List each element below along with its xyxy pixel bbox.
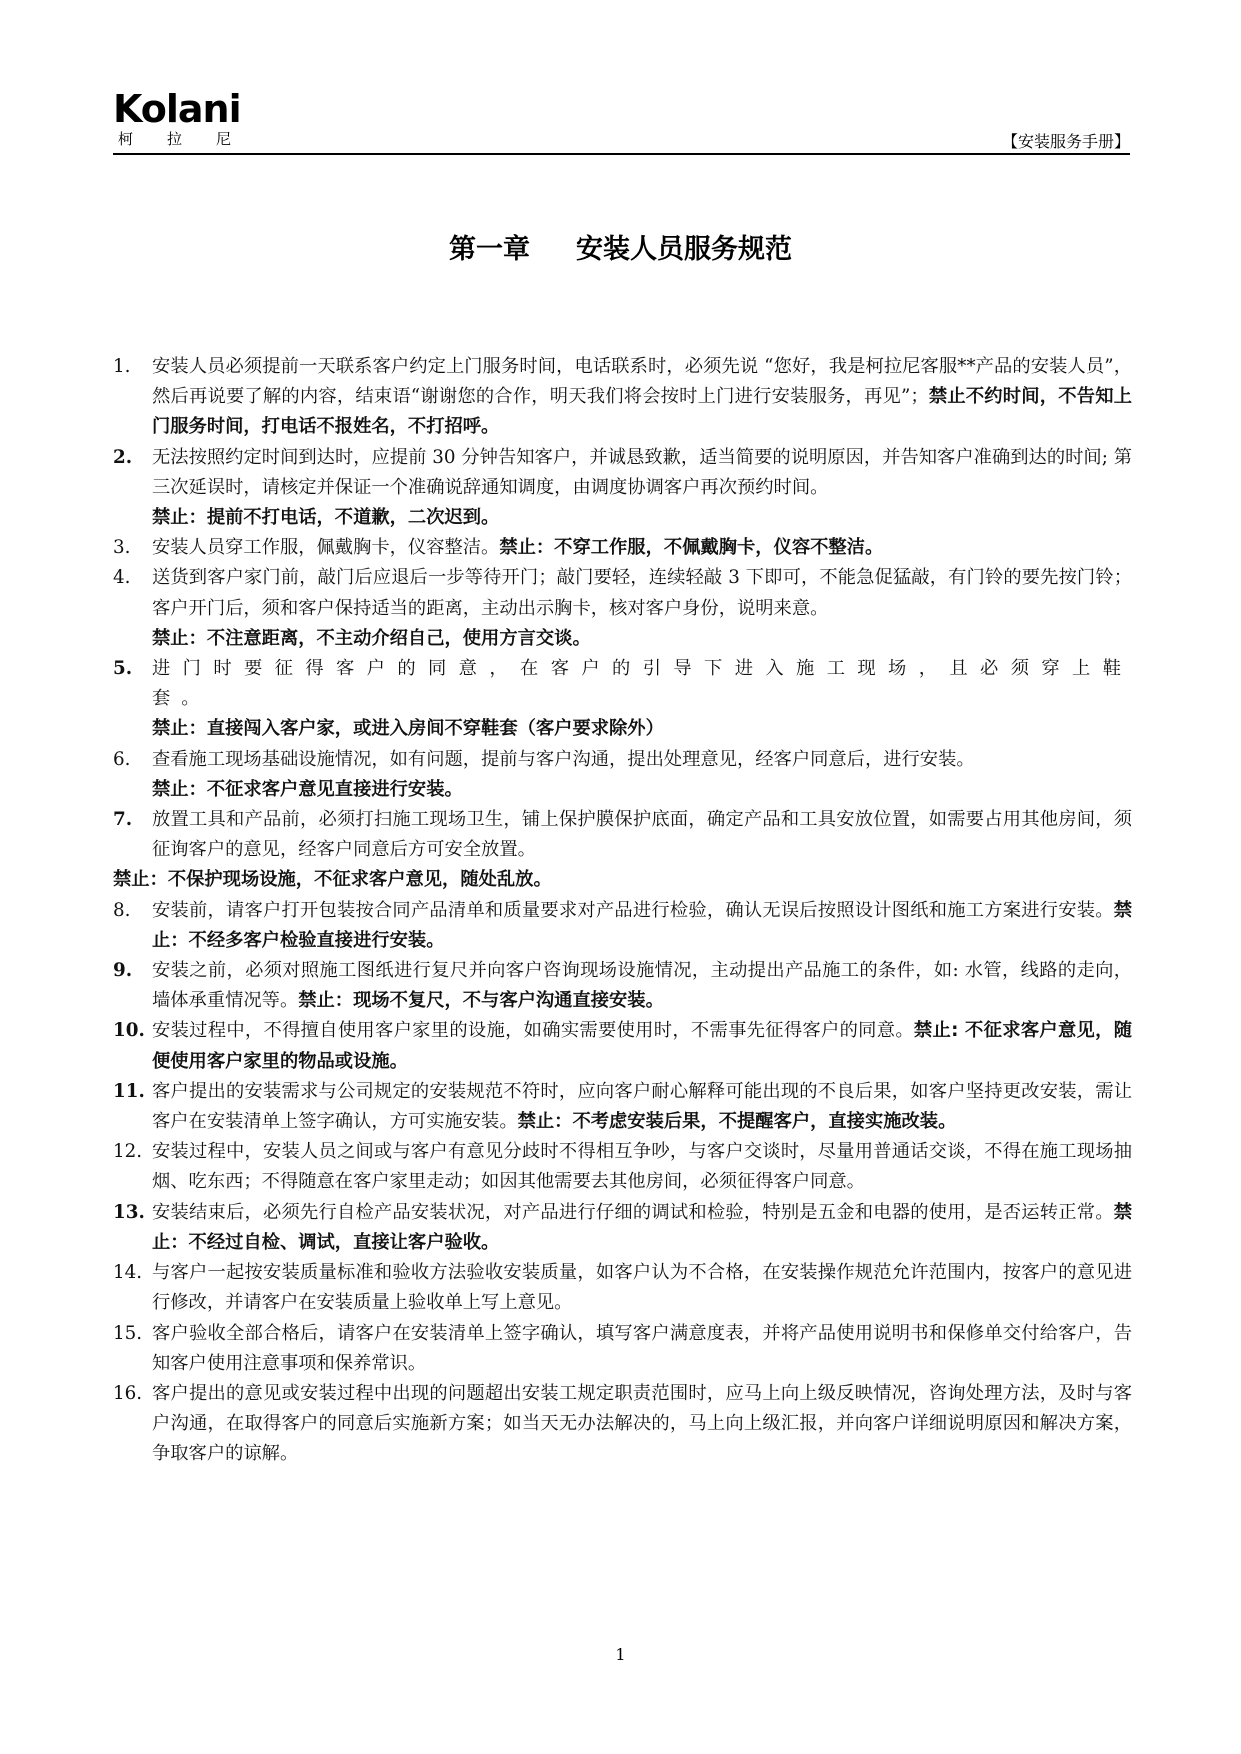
rule-prohibition: 禁止：不经多客户检验直接进行安装。 bbox=[152, 899, 1132, 951]
brand-chinese-name: 柯拉尼 bbox=[118, 130, 266, 148]
rule-number: 14. bbox=[113, 1262, 143, 1284]
rule-text: 与客户一起按安装质量标准和验收方法验收安装质量，如客户认为不合格，在安装操作规范允许范围内，按客户的意见进行修改，并请客户在安装质量上验收单上写上意见。 bbox=[152, 1262, 1132, 1314]
rule-text: 安装结束后，必须先行自检产品安装状况，对产品进行仔细的调试和检验，特别是五金和电器的使用，是否运转正常。 bbox=[152, 1201, 1114, 1223]
page-number: 1 bbox=[615, 1645, 626, 1664]
rules-list bbox=[113, 352, 1132, 1470]
rule-prohibition: 禁止：不穿工作服，不佩戴胸卡，仪容不整洁。 bbox=[499, 537, 884, 559]
rule-item bbox=[113, 533, 1132, 563]
brand-logo: Kolani bbox=[113, 87, 241, 131]
rule-item bbox=[113, 1319, 1132, 1379]
rule-number: 1. bbox=[113, 356, 131, 377]
rule-number: 2. bbox=[113, 446, 133, 468]
rule-text: 客户验收全部合格后，请客户在安装清单上签字确认，填写客户满意度表，并将产品使用说明书和保修单交付给客户，告知客户使用注意事项和保养常识。 bbox=[152, 1322, 1132, 1374]
rule-item bbox=[113, 1258, 1132, 1318]
page-header bbox=[113, 88, 1130, 154]
rule-prohibition: 禁止：不考虑安装后果，不提醒客户，直接实施改装。 bbox=[517, 1111, 957, 1133]
rule-text: 安装过程中，不得擅自使用客户家里的设施，如确实需要使用时，不需事先征得客户的同意。 bbox=[152, 1020, 914, 1042]
rule-text: 无法按照约定时间到达时，应提前 30 分钟告知客户，并诚恳致歉，适当简要的说明原因，并告知客户准确到达的时间; 第三次延误时，请核定并保证一个准确说辞通知调度，由调度协调客户再次预约时间。 bbox=[152, 446, 1132, 498]
rule-item bbox=[113, 805, 1132, 896]
rule-item bbox=[113, 956, 1132, 1016]
rule-text: 安装人员穿工作服，佩戴胸卡，仪容整洁。 bbox=[152, 537, 500, 559]
chapter-heading bbox=[0, 236, 1241, 263]
rule-item bbox=[113, 352, 1132, 443]
rule-prohibition: 禁止：不经过自检、调试，直接让客户验收。 bbox=[152, 1201, 1132, 1253]
rule-number: 9. bbox=[113, 960, 133, 982]
rule-item bbox=[113, 745, 1132, 805]
rule-text: 进门时要征得客户的同意，在客户的引导下进入施工现场，且必须穿上鞋套。 bbox=[152, 658, 1132, 710]
rule-text: 安装之前，必须对照施工图纸进行复尺并向客户咨询现场设施情况，主动提出产品施工的条件，如: 水管，线路的走向，墙体承重情况等。 bbox=[152, 960, 1132, 1012]
rule-number: 8. bbox=[113, 899, 131, 921]
rule-number: 16. bbox=[113, 1382, 143, 1404]
rule-item bbox=[113, 563, 1132, 654]
rule-item bbox=[113, 654, 1132, 745]
rule-text: 客户提出的意见或安装过程中出现的问题超出安装工规定职责范围时，应马上向上级反映情况，咨询处理方法，及时与客户沟通，在取得客户的同意后实施新方案；如当天无办法解决的，马上向上级汇报，并向客户详细说明原因和解决方案，争取客户的谅解。 bbox=[152, 1382, 1132, 1465]
rule-text: 安装前，请客户打开包装按合同产品清单和质量要求对产品进行检验，确认无误后按照设计图纸和施工方案进行安装。 bbox=[152, 899, 1114, 921]
chapter-number: 第一章 bbox=[449, 234, 530, 265]
rule-text: 安装过程中，安装人员之间或与客户有意见分歧时不得相互争吵，与客户交谈时，尽量用普通话交谈，不得在施工现场抽烟、吃东西；不得随意在客户家里走动；如因其他需要去其他房间，必须征得客户同意。 bbox=[152, 1141, 1132, 1193]
chapter-title: 安装人员服务规范 bbox=[576, 234, 792, 265]
rule-item bbox=[113, 896, 1132, 956]
rule-prohibition: 禁止不约时间，不告知上门服务时间，打电话不报姓名，不打招呼。 bbox=[152, 386, 1132, 438]
rule-item bbox=[113, 1016, 1132, 1076]
rule-number: 6. bbox=[113, 748, 131, 770]
rule-number: 3. bbox=[113, 537, 131, 559]
rule-item bbox=[113, 1379, 1132, 1470]
rule-prohibition: 禁止：不注意距离，不主动介绍自己，使用方言交谈。 bbox=[152, 627, 591, 649]
rule-number: 13. bbox=[113, 1201, 145, 1223]
rule-prohibition: 禁止：现场不复尺，不与客户沟通直接安装。 bbox=[298, 990, 664, 1012]
rule-number: 7. bbox=[113, 809, 133, 831]
rule-text: 送货到客户家门前，敲门后应退后一步等待开门；敲门要轻，连续轻敲 3 下即可，不能急促猛敲，有门铃的要先按门铃；客户开门后，须和客户保持适当的距离，主动出示胸卡，核对客户身份，说明来意。 bbox=[152, 567, 1132, 619]
rule-text: 放置工具和产品前，必须打扫施工现场卫生，铺上保护膜保护底面，确定产品和工具安放位置，如需要占用其他房间，须征询客户的意见，经客户同意后方可安全放置。 bbox=[152, 809, 1132, 861]
header-divider bbox=[113, 153, 1130, 155]
rule-text: 查看施工现场基础设施情况，如有问题，提前与客户沟通，提出处理意见，经客户同意后，进行安装。 bbox=[152, 748, 975, 770]
rule-number: 10. bbox=[113, 1020, 145, 1042]
rule-prohibition: 禁止：不征求客户意见直接进行安装。 bbox=[152, 778, 463, 800]
rule-text: 客户提出的安装需求与公司规定的安装规范不符时，应向客户耐心解释可能出现的不良后果，如客户坚持更改安装，需让客户在安装清单上签字确认，方可实施安装。 bbox=[152, 1080, 1132, 1133]
rule-number: 15. bbox=[113, 1322, 143, 1344]
manual-title-tag: 【安装服务手册】 bbox=[1001, 132, 1130, 151]
rule-number: 4. bbox=[113, 567, 131, 589]
rule-item bbox=[113, 1077, 1132, 1137]
rule-number: 5. bbox=[113, 658, 133, 680]
rule-prohibition: 禁止：提前不打电话，不道歉，二次迟到。 bbox=[152, 507, 500, 529]
rule-number: 12. bbox=[113, 1141, 143, 1163]
rule-prohibition: 禁止: 不征求客户意见，随便使用客户家里的物品或设施。 bbox=[152, 1020, 1132, 1072]
rule-item bbox=[113, 1198, 1132, 1258]
rule-item bbox=[113, 443, 1132, 534]
rule-prohibition: 禁止：直接闯入客户家，或进入房间不穿鞋套（客户要求除外） bbox=[152, 718, 664, 740]
rule-text: 安装人员必须提前一天联系客户约定上门服务时间，电话联系时，必须先说 “您好，我是柯拉尼客服**产品的安装人员”，然后再说要了解的内容，结束语“谢谢您的合作，明天我们将会按时上门进行安装服务，再见”； bbox=[152, 356, 1132, 408]
rule-prohibition: 禁止：不保护现场设施，不征求客户意见，随处乱放。 bbox=[113, 869, 552, 891]
rule-item bbox=[113, 1137, 1132, 1197]
rule-number: 11. bbox=[113, 1080, 145, 1102]
